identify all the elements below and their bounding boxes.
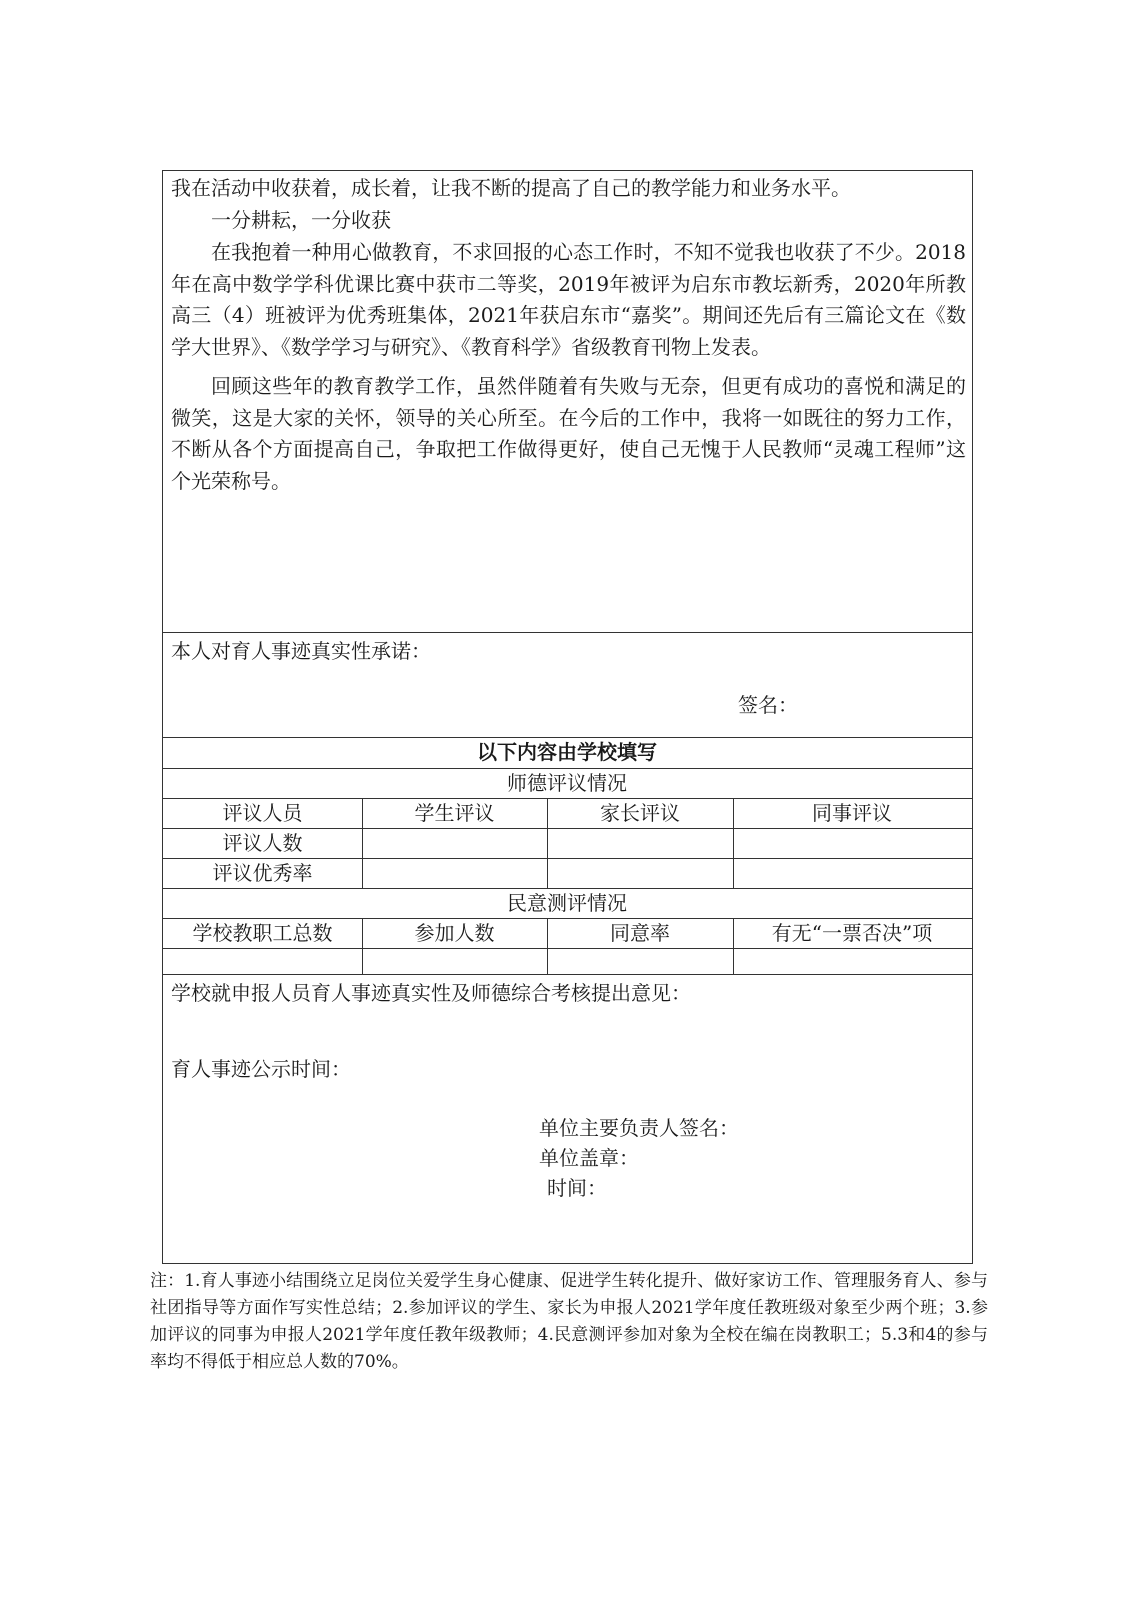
poll-column-header: 学校教职工总数 xyxy=(192,921,333,945)
column-divider xyxy=(362,918,363,974)
ethics-column-header: 家长评议 xyxy=(600,801,680,825)
ethics-column-header: 评议人员 xyxy=(222,801,303,825)
divider xyxy=(163,974,972,975)
column-divider xyxy=(547,798,548,888)
ethics-title: 师德评议情况 xyxy=(507,771,627,795)
signature-label: 签名： xyxy=(738,693,798,717)
poll-title: 民意测评情况 xyxy=(507,891,627,915)
column-divider xyxy=(547,918,548,974)
story-paragraph-3: 在我抱着一种用心做教育，不求回报的心态工作时，不知不觉我也收获了不少。2018年在高中数学学科优课比赛中获市二等奖，2019年被评为启东市教坛新秀，2020年所教高三（4）班被评为优秀班集体，2021年获启东市“嘉奖”。期间还先后有三篇论文在《数学大世界》、《数学学习与研究》、《教育科学》省级教育刊物上发表。 xyxy=(171,240,966,359)
pledge-label: 本人对育人事迹真实性承诺： xyxy=(171,639,431,663)
divider xyxy=(163,948,972,949)
poll-column-header: 同意率 xyxy=(610,921,670,945)
story-paragraph-1: 我在活动中收获着，成长着，让我不断的提高了自己的教学能力和业务水平。 xyxy=(171,176,851,200)
column-divider xyxy=(733,918,734,974)
poll-column-header: 参加人数 xyxy=(414,921,495,945)
publicity-label: 育人事迹公示时间： xyxy=(171,1057,351,1081)
leader-signature-label: 单位主要负责人签名： xyxy=(539,1116,739,1140)
opinion-label: 学校就申报人员育人事迹真实性及师德综合考核提出意见： xyxy=(171,981,691,1005)
column-divider xyxy=(733,798,734,888)
ethics-column-header: 学生评议 xyxy=(414,801,495,825)
ethics-column-header: 同事评议 xyxy=(812,801,892,825)
poll-column-header: 有无“一票否决”项 xyxy=(771,921,933,945)
column-divider xyxy=(362,798,363,888)
form-table xyxy=(162,170,973,1264)
stamp-label: 单位盖章： xyxy=(539,1146,639,1170)
story-paragraph-2: 一分耕耘，一分收获 xyxy=(211,208,391,232)
ethics-row-label: 评议人数 xyxy=(222,831,303,855)
ethics-row-label: 评议优秀率 xyxy=(212,861,313,885)
time-label: 时间： xyxy=(547,1176,607,1200)
story-paragraph-4: 回顾这些年的教育教学工作，虽然伴随着有失败与无奈，但更有成功的喜悦和满足的微笑，这是大家的关怀，领导的关心所至。在今后的工作中，我将一如既往的努力工作，不断从各个方面提高自己，争取把工作做得更好，使自己无愧于人民教师“灵魂工程师”这个光荣称号。 xyxy=(171,374,966,493)
footnote: 注：1.育人事迹小结围绕立足岗位关爱学生身心健康、促进学生转化提升、做好家访工作、管理服务育人、参与社团指导等方面作写实性总结；2.参加评议的学生、家长为申报人2021学年度任教班级对象至少两个班；3.参加评议的同事为申报人2021学年度任教年级教师；4.民意测评参加对象为全校在编在岗教职工；5.3和4的参与率均不得低于相应总人数的70%。 xyxy=(150,1271,988,1372)
school-section-header: 以下内容由学校填写 xyxy=(477,740,657,764)
divider xyxy=(163,632,972,633)
